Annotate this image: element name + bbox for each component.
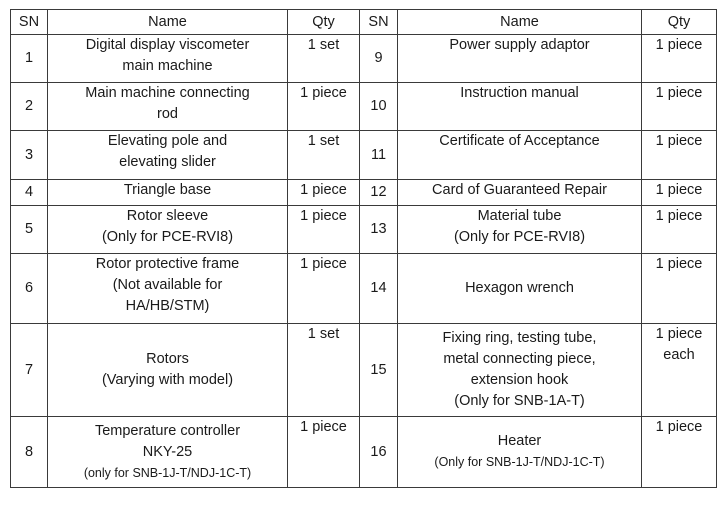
item-name (398, 254, 642, 324)
table-row (11, 324, 717, 417)
item-qty (642, 180, 717, 206)
item-name (398, 35, 642, 83)
header-name: Name (48, 10, 288, 35)
item-qty-line: 1 piece (300, 208, 347, 224)
item-name (48, 35, 288, 83)
header-sn: SN (11, 10, 48, 35)
item-qty-line: 1 piece (300, 419, 347, 435)
item-name (48, 180, 288, 206)
table-row (11, 35, 717, 83)
item-qty-line: 1 piece (655, 419, 703, 435)
item-name-line: (only for SNB-1J-T/NDJ-1C-T) (83, 465, 252, 480)
item-sn: 12 (360, 180, 398, 206)
item-sn: 10 (360, 83, 398, 131)
item-name-line: Heater (497, 433, 542, 449)
item-qty (288, 417, 360, 488)
table-row (11, 83, 717, 131)
header-sn: SN (360, 10, 398, 35)
header-qty: Qty (642, 10, 717, 35)
item-name (398, 324, 642, 417)
item-qty (288, 83, 360, 131)
item-qty-line: 1 set (307, 37, 340, 53)
item-qty (642, 83, 717, 131)
item-sn: 13 (360, 206, 398, 254)
item-name-line: Hexagon wrench (465, 280, 574, 296)
item-name-line: main machine (122, 58, 213, 74)
item-name (398, 206, 642, 254)
item-sn: 5 (11, 206, 48, 254)
item-name-line: (Only for SNB-1A-T) (454, 393, 585, 409)
item-qty (288, 131, 360, 180)
item-name-line: Rotor sleeve (126, 208, 209, 224)
item-qty-line: 1 piece (300, 85, 347, 101)
item-sn: 16 (360, 417, 398, 488)
item-sn: 11 (360, 131, 398, 180)
item-qty (642, 35, 717, 83)
item-name-line: Certificate of Acceptance (439, 133, 600, 149)
item-name-line: (Only for PCE-RVI8) (453, 229, 586, 245)
table-row (11, 180, 717, 206)
table-row (11, 254, 717, 324)
item-name-line: Rotor protective frame (95, 256, 240, 272)
item-qty-line: 1 piece (655, 208, 703, 224)
item-name (48, 254, 288, 324)
item-name (48, 206, 288, 254)
item-qty (288, 324, 360, 417)
item-qty-line: 1 piece (655, 256, 703, 272)
item-qty-line: 1 set (307, 326, 340, 342)
item-name (398, 180, 642, 206)
item-qty-line: 1 piece (300, 256, 347, 272)
packing-list-table (10, 9, 717, 488)
item-qty-line: 1 piece (655, 85, 703, 101)
item-name-line: elevating slider (119, 154, 216, 170)
item-name-line: Material tube (477, 208, 562, 224)
item-qty (642, 206, 717, 254)
item-sn: 2 (11, 83, 48, 131)
item-qty-line: 1 piece (655, 133, 703, 149)
table-row (11, 131, 717, 180)
item-name-line: metal connecting piece, (443, 351, 596, 367)
item-sn: 3 (11, 131, 48, 180)
item-name (48, 131, 288, 180)
item-name-line: Main machine connecting (85, 85, 250, 101)
item-sn: 6 (11, 254, 48, 324)
item-name-line: (Varying with model) (101, 372, 234, 388)
table-row (11, 417, 717, 488)
item-name-line: Rotors (146, 351, 189, 367)
item-name-line: (Only for PCE-RVI8) (101, 229, 234, 245)
item-name-line: Instruction manual (460, 85, 579, 101)
item-sn: 9 (360, 35, 398, 83)
item-qty (642, 324, 717, 417)
item-name-line: Triangle base (123, 182, 212, 198)
item-sn: 4 (11, 180, 48, 206)
item-qty-line: each (663, 347, 695, 363)
item-name-line: Card of Guaranteed Repair (432, 182, 607, 198)
item-name-line: Elevating pole and (107, 133, 228, 149)
item-name-line: NKY-25 (142, 443, 193, 460)
item-name-line: Digital display viscometer (85, 37, 250, 53)
item-name-line: extension hook (470, 372, 569, 388)
item-name (398, 83, 642, 131)
item-qty (288, 180, 360, 206)
item-name (48, 324, 288, 417)
item-sn: 14 (360, 254, 398, 324)
item-qty (642, 417, 717, 488)
item-qty (288, 254, 360, 324)
item-sn: 7 (11, 324, 48, 417)
item-name-line: HA/HB/STM) (125, 298, 210, 314)
table-body (11, 35, 717, 488)
item-qty-line: 1 piece (655, 182, 703, 198)
item-name-line: (Not available for (112, 277, 223, 293)
table-row (11, 206, 717, 254)
item-qty-line: 1 piece (300, 182, 347, 198)
header-qty: Qty (288, 10, 360, 35)
item-qty-line: 1 set (307, 133, 340, 149)
item-sn: 8 (11, 417, 48, 488)
header-name: Name (398, 10, 642, 35)
item-name (48, 417, 288, 488)
item-qty-line: 1 piece (655, 326, 703, 342)
item-name (398, 417, 642, 488)
item-name-line: Temperature controller (94, 422, 241, 439)
item-name (48, 83, 288, 131)
item-name (398, 131, 642, 180)
item-qty (288, 35, 360, 83)
item-qty (288, 206, 360, 254)
item-name-line: Power supply adaptor (449, 37, 590, 53)
item-qty (642, 131, 717, 180)
item-qty (642, 254, 717, 324)
item-sn: 15 (360, 324, 398, 417)
packing-list-sheet (10, 9, 717, 488)
item-name-line: (Only for SNB-1J-T/NDJ-1C-T) (434, 455, 605, 469)
item-name-line: Fixing ring, testing tube, (442, 330, 597, 346)
item-sn: 1 (11, 35, 48, 83)
item-name-line: rod (157, 106, 178, 122)
item-qty-line: 1 piece (655, 37, 703, 53)
table-header-row (11, 10, 717, 35)
